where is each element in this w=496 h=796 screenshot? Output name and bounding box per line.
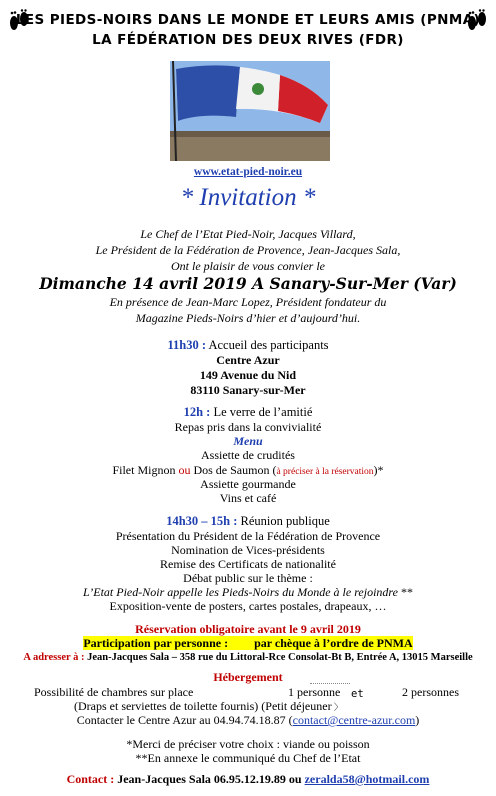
menu-item-4: Vins et café bbox=[219, 491, 277, 505]
lodging-email[interactable]: contact@centre-azur.com bbox=[292, 713, 416, 727]
participation-b: par chèque à l’ordre de PNMA bbox=[254, 636, 413, 650]
note-1: *Merci de préciser votre choix : viande ou poisson bbox=[126, 737, 370, 751]
lodging-contact: Contacter le Centre Azur au 04.94.74.18.87 ( bbox=[76, 713, 293, 727]
block1-heading bbox=[0, 338, 496, 352]
event-date-place: Dimanche 14 avril 2019 A Sanary-Sur-Mer (Var) bbox=[39, 274, 457, 293]
menu-item-3: Assiette gourmande bbox=[200, 477, 296, 491]
block3-line-1: Présentation du Président de la Fédération de Provence bbox=[115, 529, 381, 543]
contact-email[interactable]: zeralda58@hotmail.com bbox=[304, 772, 430, 786]
block2-heading bbox=[0, 405, 496, 419]
participation-a: Participation par personne : bbox=[83, 636, 229, 650]
lodging-line-2: (Draps et serviettes de toilette fournis) (Petit déjeuner 〉 bbox=[74, 699, 343, 713]
lodging-double: 2 personnes bbox=[402, 685, 459, 699]
address-text: Jean-Jacques Sala – 358 rue du Littoral-Rce Consolat-Bt B, Entrée A, 13015 Marseille bbox=[84, 652, 473, 663]
block3-time: 14h30 – 15h : bbox=[166, 514, 238, 528]
menu-item-2c: )* bbox=[373, 463, 384, 477]
block3-line-2: Nomination de Vices-présidents bbox=[171, 543, 325, 557]
presence-line-1: En présence de Jean-Marc Lopez, Président fondateur du bbox=[109, 295, 387, 309]
intro-line-3: Ont le plaisir de vous convier le bbox=[171, 259, 325, 273]
reservation-deadline: Réservation obligatoire avant le 9 avril 2019 bbox=[135, 622, 361, 636]
lodging-and: et bbox=[351, 688, 364, 700]
menu-item-2b: Dos de Saumon ( bbox=[190, 463, 277, 477]
block1-time: 11h30 : bbox=[167, 338, 207, 352]
venue-city: 83110 Sanary-sur-Mer bbox=[190, 383, 306, 397]
contact-line bbox=[0, 772, 496, 786]
lodging-linen: (Draps et serviettes de toilette fournis) (Petit déjeuner bbox=[74, 699, 332, 713]
header-line-1: LES PIEDS-NOIRS DANS LE MONDE ET LEURS AMIS (PNMA) bbox=[15, 12, 481, 28]
address-line bbox=[0, 651, 496, 664]
intro-line-2: Le Président de la Fédération de Provence, Jean-Jacques Sala, bbox=[95, 243, 401, 257]
website-link-text[interactable]: www.etat-pied-noir.eu bbox=[193, 166, 303, 178]
debate-theme-text: L’Etat Pied-Noir appelle les Pieds-Noirs du Monde à le rejoindre bbox=[83, 585, 398, 599]
block1-text: Accueil des participants bbox=[206, 338, 329, 352]
venue-name: Centre Azur bbox=[216, 353, 280, 367]
flag-image bbox=[170, 61, 330, 161]
lodging-rooms: Possibilité de chambres sur place bbox=[34, 685, 194, 699]
menu-item-1: Assiette de crudités bbox=[201, 448, 295, 462]
block2-text: Le verre de l’amitié bbox=[210, 405, 313, 419]
venue-street: 149 Avenue du Nid bbox=[199, 368, 297, 382]
exposition-line: Exposition-vente de posters, cartes postales, drapeaux, … bbox=[109, 599, 387, 613]
website-link[interactable] bbox=[0, 165, 496, 179]
lodging-title: Hébergement bbox=[213, 670, 283, 684]
block3-line-3: Remise des Certificats de nationalité bbox=[160, 557, 336, 571]
invitation-title: * Invitation * bbox=[180, 184, 316, 211]
menu-item-2a: Filet Mignon bbox=[112, 463, 179, 477]
debate-theme bbox=[0, 585, 496, 599]
participation-amount-blank bbox=[228, 636, 254, 650]
lodging-line-3 bbox=[0, 713, 496, 727]
block3-heading bbox=[0, 514, 496, 528]
lodging-contact-end: ) bbox=[415, 713, 420, 727]
lodging-single: 1 personne bbox=[288, 685, 341, 699]
address-label: A adresser à : bbox=[23, 652, 85, 663]
contact-label: Contact : bbox=[66, 772, 115, 786]
contact-text: Jean-Jacques Sala 06.95.12.19.89 ou bbox=[114, 772, 305, 786]
block3-line-4: Débat public sur le thème : bbox=[183, 571, 313, 585]
block2-time: 12h : bbox=[183, 405, 211, 419]
block2-line2: Repas pris dans la convivialité bbox=[174, 420, 322, 434]
debate-theme-suffix: ** bbox=[397, 585, 413, 599]
header-line-2: LA FÉDÉRATION DES DEUX RIVES (FDR) bbox=[92, 32, 404, 48]
menu-title: Menu bbox=[233, 434, 263, 448]
participation-line bbox=[0, 636, 496, 650]
note-2: **En annexe le communiqué du Chef de l’Etat bbox=[135, 751, 361, 765]
presence-line-2: Magazine Pieds-Noirs d’hier et d’aujourd’hui. bbox=[135, 311, 361, 325]
lodging-line-1 bbox=[34, 685, 474, 699]
intro-line-1: Le Chef de l’Etat Pied-Noir, Jacques Villard, bbox=[140, 227, 356, 241]
block3-text: Réunion publique bbox=[237, 514, 330, 528]
menu-item-2-note: à préciser à la réservation bbox=[276, 467, 374, 477]
menu-item-2-or: ou bbox=[178, 463, 191, 477]
price-box-line bbox=[310, 683, 350, 684]
